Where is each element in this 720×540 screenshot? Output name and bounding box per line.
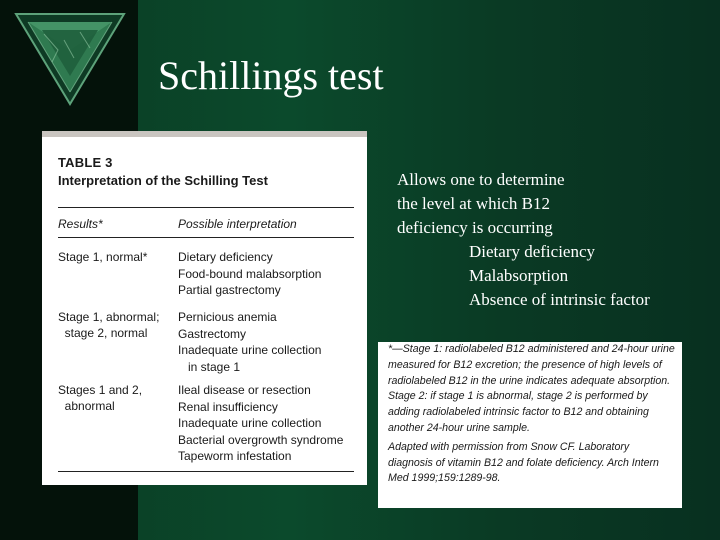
schilling-table-image — [42, 131, 367, 485]
footnote-source: Adapted with permission from Snow CF. Laboratory diagnosis of vitamin B12 and folate deficiency. Arch Intern Med 1999;159:1289-98. — [388, 440, 659, 485]
table-top-rule — [58, 207, 354, 208]
table-header-results: Results* — [58, 217, 103, 231]
table-row-1-result: Stage 1, normal* — [58, 250, 148, 264]
description-text — [397, 168, 650, 312]
table-title: Interpretation of the Schilling Test — [58, 173, 268, 188]
table-label: TABLE 3 — [58, 155, 113, 170]
description-line: the level at which B12 — [397, 194, 550, 213]
table-row-2-interpretation: Pernicious anemia Gastrectomy Inadequate urine collection in stage 1 — [178, 310, 322, 374]
table-header-rule — [58, 237, 354, 238]
description-line: Allows one to determine — [397, 170, 565, 189]
table-row-1-interpretation: Dietary deficiency Food-bound malabsorption Partial gastrectomy — [178, 250, 322, 297]
description-line: deficiency is occurring — [397, 218, 553, 237]
footnote-image — [378, 342, 682, 508]
table-bottom-rule — [58, 471, 354, 472]
table-header-interpretation: Possible interpretation — [178, 217, 297, 231]
cause-item-dietary: Dietary deficiency — [469, 242, 596, 261]
table-row-3-interpretation: Ileal disease or resection Renal insufficiency Inadequate urine collection Bacterial overgrowth syndrome Tapeworm infestation — [178, 383, 344, 463]
marble-triangle-logo-icon — [14, 10, 126, 106]
cause-item-malabsorption: Malabsorption — [469, 266, 569, 285]
slide-title: Schillings test — [158, 53, 384, 98]
table-row-2-result: Stage 1, abnormal; stage 2, normal — [58, 310, 160, 340]
table-row-3-result: Stages 1 and 2, abnormal — [58, 383, 143, 413]
footnote-note: *—Stage 1: radiolabeled B12 administered and 24-hour urine measured for B12 excretion; the presence of high levels of radiolabeled B12 in the urine indicates adequate absorption. Stage 2: if stage 1 is abnormal, stage 2 is performed by adding radiolabeled intrinsic factor to B12 and obtaining another 24-hour urine sample. — [388, 343, 675, 434]
cause-item-intrinsic-factor: Absence of intrinsic factor — [469, 290, 650, 309]
